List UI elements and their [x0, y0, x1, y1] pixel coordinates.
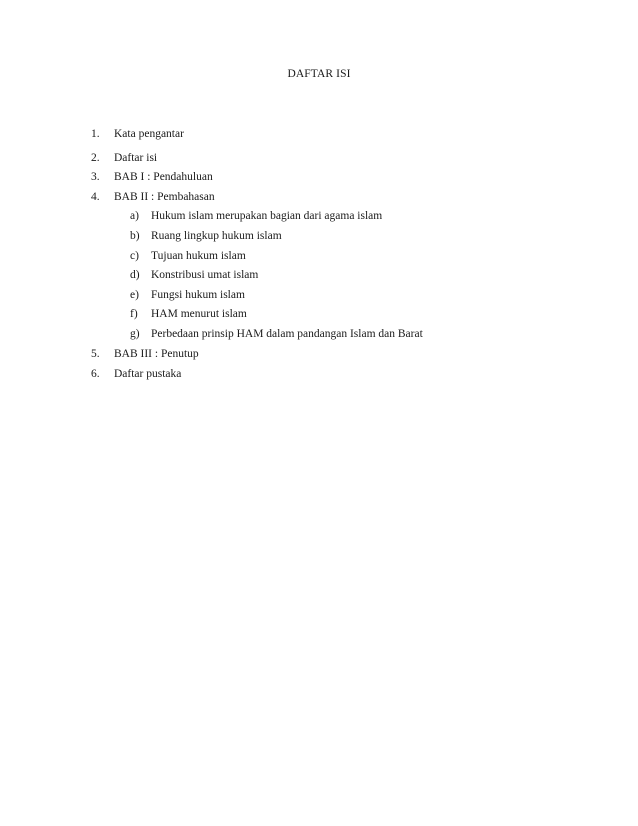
toc-item-number: 1.: [91, 128, 100, 140]
toc-subitem-text: Tujuan hukum islam: [151, 250, 246, 262]
toc-subitem-text: Ruang lingkup hukum islam: [151, 230, 282, 242]
toc-item-text: Daftar isi: [114, 152, 158, 164]
toc-item-text: BAB I : Pendahuluan: [114, 171, 213, 183]
toc-subitem-letter: b): [130, 230, 140, 242]
toc-item-number: 4.: [91, 191, 100, 203]
toc-subitem-letter: e): [130, 289, 139, 301]
toc-item-text: BAB II : Pembahasan: [114, 191, 215, 203]
toc-subitem-letter: f): [130, 308, 138, 320]
toc-subitem-text: HAM menurut islam: [151, 308, 247, 320]
toc-subitem-letter: d): [130, 269, 140, 281]
page-title: DAFTAR ISI: [287, 68, 351, 80]
toc-item-number: 5.: [91, 348, 100, 360]
toc-subitem-text: Konstribusi umat islam: [151, 269, 259, 281]
toc-item-text: BAB III : Penutup: [114, 348, 199, 360]
toc-subitem-text: Fungsi hukum islam: [151, 289, 245, 301]
toc-item-text: Kata pengantar: [114, 128, 184, 140]
toc-item-text: Daftar pustaka: [114, 368, 182, 380]
toc-subitem-letter: a): [130, 210, 139, 222]
toc-item-number: 3.: [91, 171, 100, 183]
toc-subitem-text: Perbedaan prinsip HAM dalam pandangan Islam dan Barat: [151, 328, 423, 340]
toc-subitem-letter: g): [130, 328, 140, 340]
toc-item-number: 2.: [91, 152, 100, 164]
toc-item-number: 6.: [91, 368, 100, 380]
toc-subitem-text: Hukum islam merupakan bagian dari agama islam: [151, 210, 383, 222]
toc-subitem-letter: c): [130, 250, 139, 262]
